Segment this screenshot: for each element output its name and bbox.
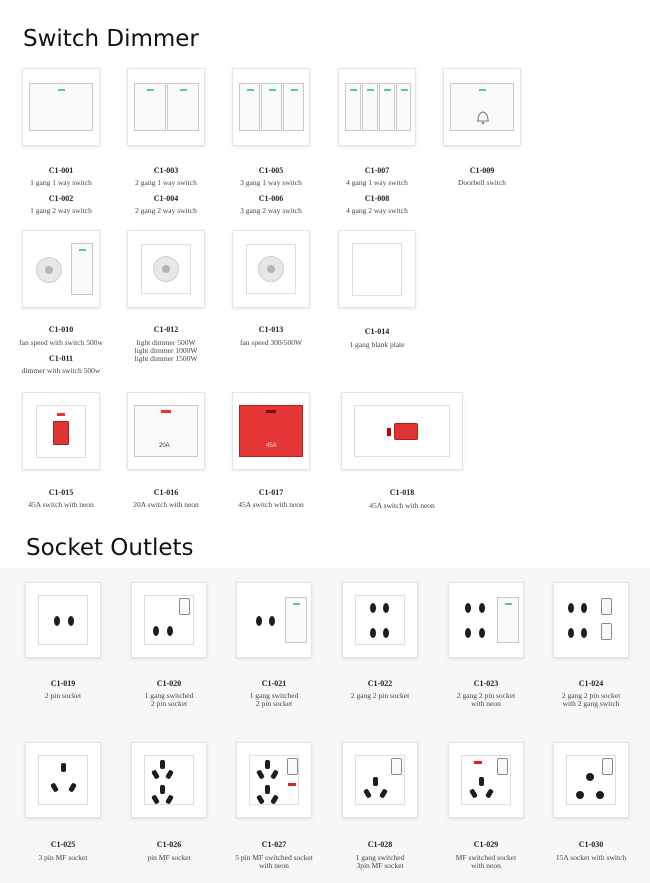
mini-switch-icon: [179, 598, 190, 615]
product-image-c1-007: [338, 68, 416, 146]
product-description: MF switched socket: [455, 853, 517, 862]
bell-icon: [474, 109, 492, 125]
product-code: C1-020: [156, 679, 182, 688]
product-code: C1-022: [367, 679, 393, 688]
product-code: C1-010: [48, 325, 74, 334]
product-image-c1-019: [25, 582, 101, 658]
product-description: 3 gang 2 way switch: [240, 206, 302, 215]
product-description: 45A switch with neon: [369, 501, 435, 510]
product-description: 1 gang blank plate: [349, 340, 405, 349]
product-code: C1-016: [153, 488, 179, 497]
dimmer-knob-icon: [36, 257, 62, 283]
product-image-c1-029: [448, 742, 524, 818]
product-description: 4 gang 2 way switch: [346, 206, 408, 215]
product-code: C1-025: [50, 840, 76, 849]
product-description: 1 gang switched: [249, 691, 299, 700]
product-image-c1-016: [127, 392, 205, 470]
product-code: C1-029: [473, 840, 499, 849]
product-image-c1-027: [236, 742, 312, 818]
product-description: light dimmer 1000W: [134, 346, 198, 355]
product-code: C1-003: [153, 166, 179, 175]
product-code: C1-018: [389, 488, 415, 497]
product-description: 2 gang 2 pin socket: [350, 691, 410, 700]
product-description: fan speed 300/500W: [239, 338, 303, 347]
product-description: Doorbell switch: [457, 178, 507, 187]
product-description: light dimmer 1500W: [134, 354, 198, 363]
product-code: C1-014: [364, 327, 390, 336]
mini-switch-icon: [391, 758, 402, 775]
product-description: with 2 gang switch: [562, 699, 620, 708]
product-code: C1-028: [367, 840, 393, 849]
product-image-c1-030: [553, 742, 629, 818]
product-code: C1-009: [469, 166, 495, 175]
product-description: with neon: [471, 699, 501, 708]
product-image-c1-018: [341, 392, 463, 470]
product-description: 2 pin socket: [150, 699, 188, 708]
product-description: 5 pin MF switched socket: [235, 853, 313, 862]
product-code: C1-011: [49, 354, 73, 363]
product-code: C1-023: [473, 679, 499, 688]
product-description: fan speed with switch 500w: [19, 338, 103, 347]
product-code: C1-006: [258, 194, 284, 203]
product-description: with neon: [471, 861, 501, 870]
product-code: C1-013: [258, 325, 284, 334]
product-image-c1-022: [342, 582, 418, 658]
product-code: C1-005: [258, 166, 284, 175]
product-description: 45A switch with neon: [238, 500, 304, 509]
product-image-c1-013: [232, 230, 310, 308]
switch-dimmer-heading: Switch Dimmer: [23, 26, 199, 52]
product-description: 2 gang 2 pin socket: [561, 691, 621, 700]
product-description: 15A socket with switch: [555, 853, 627, 862]
product-description: 2 pin socket: [255, 699, 293, 708]
product-image-c1-001: [22, 68, 100, 146]
product-code: C1-021: [261, 679, 287, 688]
product-description: 1 gang switched: [355, 853, 405, 862]
product-description: 3 pin MF socket: [38, 853, 88, 862]
mini-switch-icon: [601, 598, 612, 615]
mini-switch-icon: [602, 758, 613, 775]
product-code: C1-027: [261, 840, 287, 849]
product-code: C1-012: [153, 325, 179, 334]
product-description: 2 gang 2 pin socket: [456, 691, 516, 700]
product-description: 2 gang 1 way switch: [135, 178, 197, 187]
product-code: C1-024: [578, 679, 604, 688]
amperage-label: 20A: [159, 443, 170, 449]
product-code: C1-030: [578, 840, 604, 849]
product-description: 1 gang switched: [144, 691, 194, 700]
product-code: C1-015: [48, 488, 74, 497]
dimmer-knob-icon: [153, 256, 179, 282]
product-description: 1 gang 1 way switch: [30, 178, 92, 187]
product-code: C1-002: [48, 194, 74, 203]
product-image-c1-020: [131, 582, 207, 658]
product-image-c1-012: [127, 230, 205, 308]
product-description: 45A switch with neon: [28, 500, 94, 509]
product-code: C1-007: [364, 166, 390, 175]
product-code: C1-019: [50, 679, 76, 688]
mini-switch-icon: [497, 758, 508, 775]
amperage-label: 45A: [266, 443, 277, 449]
product-description: light dimmer 500W: [136, 338, 196, 347]
product-image-c1-014: [338, 230, 416, 308]
product-description: 2 pin socket: [44, 691, 82, 700]
product-description: 20A switch with neon: [133, 500, 199, 509]
product-description: pin MF socket: [147, 853, 191, 862]
product-image-c1-026: [131, 742, 207, 818]
product-code: C1-026: [156, 840, 182, 849]
product-code: C1-008: [364, 194, 390, 203]
product-image-c1-015: [22, 392, 100, 470]
product-code: C1-004: [153, 194, 179, 203]
product-description: 3 gang 1 way switch: [240, 178, 302, 187]
product-image-c1-023: [448, 582, 524, 658]
socket-outlets-heading: Socket Outlets: [26, 535, 194, 561]
product-image-c1-025: [25, 742, 101, 818]
product-code: C1-001: [48, 166, 74, 175]
product-description: dimmer with switch 500w: [21, 366, 101, 375]
product-image-c1-005: [232, 68, 310, 146]
product-description: 4 gang 1 way switch: [346, 178, 408, 187]
product-image-c1-003: [127, 68, 205, 146]
product-description: 3pin MF socket: [356, 861, 404, 870]
mini-switch-icon: [601, 623, 612, 640]
product-code: C1-017: [258, 488, 284, 497]
product-image-c1-021: [236, 582, 312, 658]
product-description: 2 gang 2 way switch: [135, 206, 197, 215]
product-image-c1-010: [22, 230, 100, 308]
fan-knob-icon: [258, 256, 284, 282]
product-image-c1-028: [342, 742, 418, 818]
product-image-c1-024: [553, 582, 629, 658]
product-description: with neon: [259, 861, 289, 870]
product-image-c1-009: [443, 68, 521, 146]
product-description: 1 gang 2 way switch: [30, 206, 92, 215]
product-image-c1-017: [232, 392, 310, 470]
mini-switch-icon: [287, 758, 298, 775]
